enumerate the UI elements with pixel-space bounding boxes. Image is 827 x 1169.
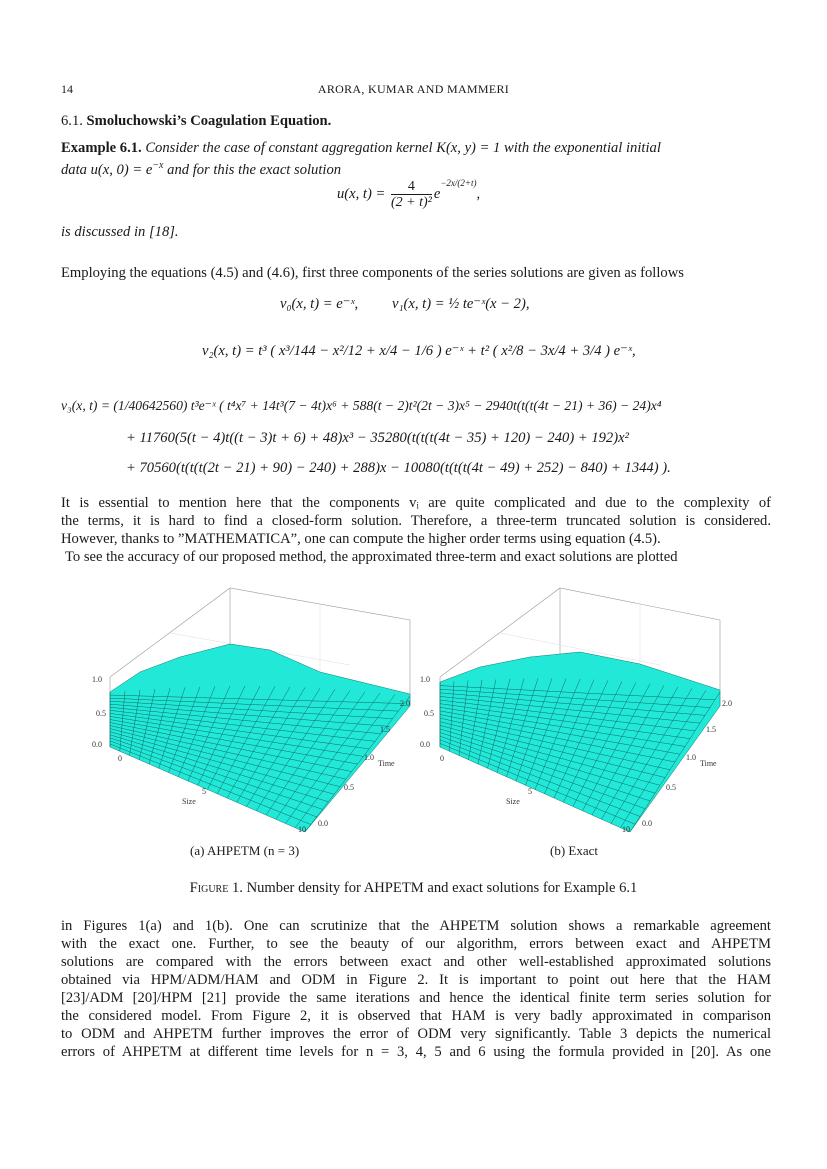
example-line2 <box>61 157 341 179</box>
example-line2-text: data u(x, 0) = e <box>61 161 153 178</box>
paragraph-3-line: solutions are compared with the errors between exact and other well-established approximated solutions <box>61 954 771 970</box>
example-line2-rest: and for this the exact solution <box>163 161 342 178</box>
figure-1-caption-text: Number density for AHPETM and exact solutions for Example 6.1 <box>246 880 638 896</box>
example-line2-sup: −x <box>152 160 164 171</box>
eq-lhs: u(x, t) = <box>337 186 386 203</box>
paragraph-1: Employing the equations (4.5) and (4.6), first three components of the series solutions are given as follows <box>61 265 684 281</box>
equation-v0: v₀(x, t) = e⁻ˣ, <box>280 296 359 312</box>
z-tick: 0.5 <box>96 709 106 718</box>
size-tick: 10 <box>622 825 630 834</box>
paragraph-3 <box>61 917 771 1061</box>
figure-1-caption-label: Figure 1. <box>189 880 243 896</box>
paragraph-3-line: obtained via HPM/ADM/HAM and ODM in Figure 2. It is important to point out here that the HAM <box>61 972 771 988</box>
axis-time-label: Time <box>378 759 395 768</box>
z-tick: 1.0 <box>420 675 430 684</box>
figure-1b-caption: (b) Exact <box>550 843 599 858</box>
running-title: ARORA, KUMAR AND MAMMERI <box>317 82 510 96</box>
time-tick: 2.0 <box>400 699 410 708</box>
example-label: Example 6.1. <box>61 140 142 156</box>
eq-fraction <box>391 179 432 210</box>
time-tick: 1.5 <box>380 725 390 734</box>
time-tick: 1.0 <box>364 753 374 762</box>
size-tick: 5 <box>528 787 532 796</box>
paragraph-2 <box>61 494 771 566</box>
axis-size-label: Size <box>182 797 196 806</box>
equation-v1: v₁(x, t) = ½ te⁻ˣ(x − 2), <box>392 296 530 312</box>
figure-1-caption <box>0 880 827 897</box>
paragraph-3-line: [23]/ADM [20]/HPM [21] provide the same iterations and hence the identical finite term series solution for <box>61 990 771 1006</box>
section-heading <box>61 112 331 130</box>
example-line1: Consider the case of constant aggregation kernel K(x, y) = 1 with the exponential initial <box>145 140 661 156</box>
paragraph-2-line: It is essential to mention here that the components vᵢ are quite complicated and due to the complexity of <box>61 495 771 511</box>
example-after: is discussed in [18]. <box>61 224 179 240</box>
axis-size-label: Size <box>506 797 520 806</box>
equation-v2: v₂(x, t) = t³ ( x³/144 − x²/12 + x/4 − 1/6 ) e⁻ˣ + t² ( x²/8 − 3x/4 + 3/4 ) e⁻ˣ, <box>202 343 636 359</box>
paragraph-3-line: with the exact one. Further, to see the beauty of our algorithm, errors between exact and AHPETM <box>61 936 771 952</box>
time-tick: 1.0 <box>686 753 696 762</box>
paragraph-3-line: errors of AHPETM at different time levels for n = 3, 4, 5 and 6 using the formula provided in [20]. As one <box>61 1044 771 1060</box>
z-tick: 0.5 <box>424 709 434 718</box>
time-tick: 0.5 <box>666 783 676 792</box>
size-tick: 10 <box>298 825 306 834</box>
time-tick: 2.0 <box>722 699 732 708</box>
exact-solution-equation <box>337 178 480 210</box>
figure-1a-plot <box>80 582 420 842</box>
section-title: Smoluchowski’s Coagulation Equation. <box>86 113 332 129</box>
equation-v3-line3: + 70560(t(t(t(2t − 21) + 90) − 240) + 288)x − 10080(t(t(t(4t − 49) + 252) − 840) + 1344) ). <box>126 460 671 476</box>
z-tick: 0.0 <box>92 740 102 749</box>
eq-end: , <box>476 186 481 203</box>
eq-exp-sup: −2x/(2+t) <box>440 178 477 188</box>
eq-exp: e <box>433 186 441 203</box>
section-number: 6.1. <box>61 113 83 129</box>
paragraph-3-line: in Figures 1(a) and 1(b). One can scrutinize that the AHPETM solution shows a remarkable agreement <box>61 918 771 934</box>
figure-1b-plot <box>410 582 750 842</box>
eq-num: 4 <box>391 179 432 195</box>
time-tick: 1.5 <box>706 725 716 734</box>
time-tick: 0.0 <box>318 819 328 828</box>
paragraph-2-line: To see the accuracy of our proposed method, the approximated three-term and exact solutions are plotted <box>65 549 678 565</box>
z-tick: 1.0 <box>92 675 102 684</box>
example-block <box>61 139 771 157</box>
eq-den: (2 + t)² <box>391 195 432 211</box>
z-tick: 0.0 <box>420 740 430 749</box>
time-tick: 0.0 <box>642 819 652 828</box>
size-tick: 0 <box>440 754 444 763</box>
size-tick: 0 <box>118 754 122 763</box>
paragraph-2-line: However, thanks to ”MATHEMATICA”, one can compute the higher order terms using equation (4.5). <box>61 531 661 547</box>
time-tick: 0.5 <box>344 783 354 792</box>
size-tick: 5 <box>202 787 206 796</box>
paragraph-3-line: the considered model. From Figure 2, it is observed that HAM is very badly approximated in comparison <box>61 1008 771 1024</box>
equation-v3-line2: + 11760(5(t − 4)t((t − 3)t + 6) + 48)x³ − 35280(t(t(t(4t − 35) + 120) − 240) + 192)x² <box>126 430 629 446</box>
axis-time-label: Time <box>700 759 717 768</box>
page-number: 14 <box>61 82 73 96</box>
figure-1a-caption: (a) AHPETM (n = 3) <box>190 843 300 858</box>
equation-v3-line1: v₃(x, t) = (1/40642560) t³e⁻ˣ ( t⁴x⁷ + 14t³(7 − 4t)x⁶ + 588(t − 2)t²(2t − 3)x⁵ − 2940t(t(t(4t − 21) + 36) − 24)x⁴ <box>61 398 662 413</box>
paragraph-3-line: to ODM and AHPETM further improves the error of ODM very significantly. Table 3 depicts the numerical <box>61 1026 771 1042</box>
paragraph-2-line: the terms, it is hard to find a closed-form solution. Therefore, a three-term truncated solution is considered. <box>61 513 771 529</box>
